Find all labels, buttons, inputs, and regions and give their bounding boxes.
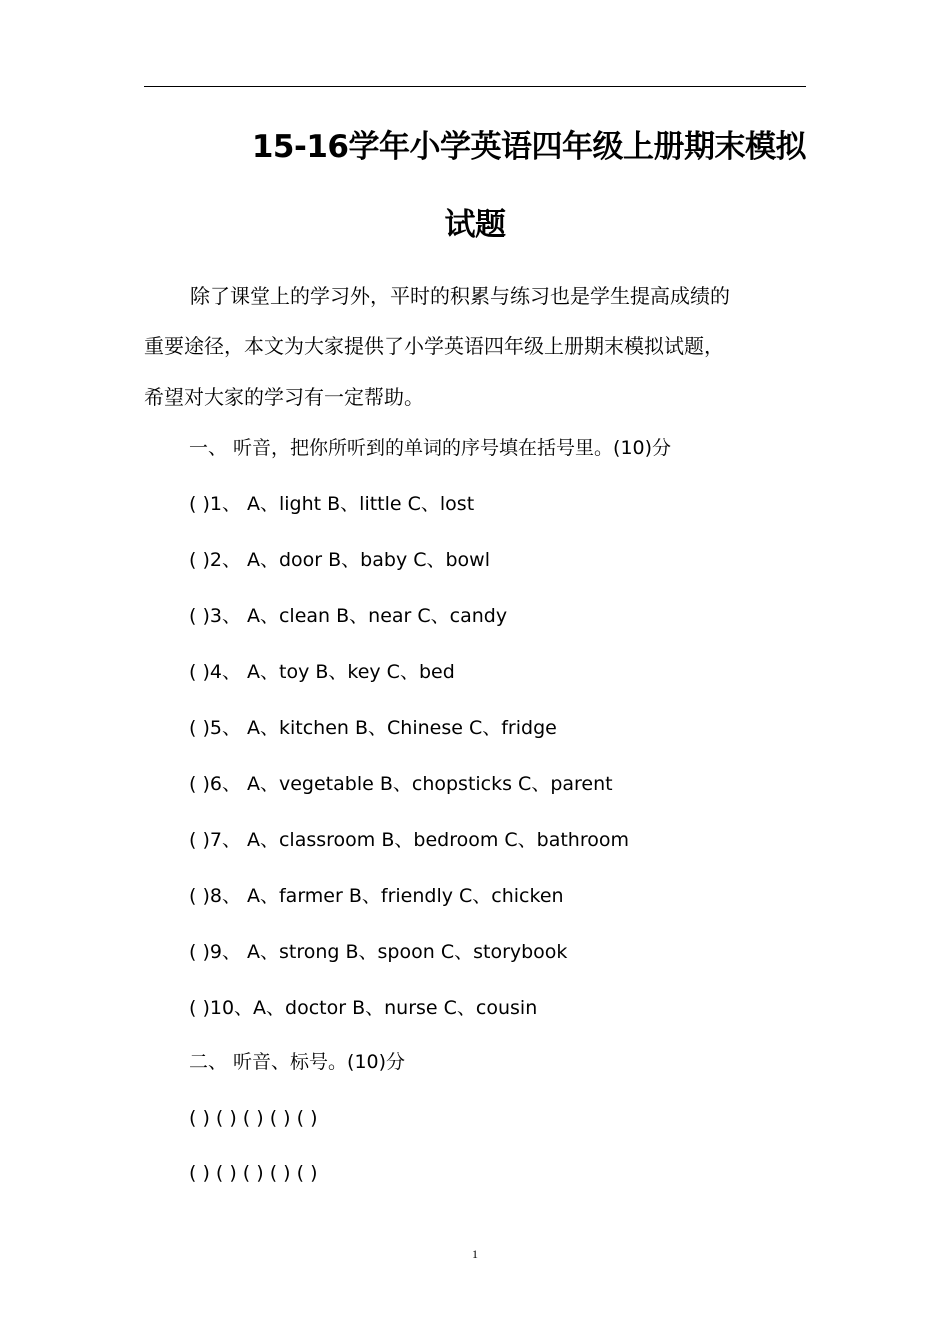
answer-brackets-row: ( ) ( ) ( ) ( ) ( ) — [189, 1107, 318, 1129]
intro-paragraph-line-2: 重要途径，本文为大家提供了小学英语四年级上册期末模拟试题， — [144, 334, 724, 358]
question-item: ( )7、 A、classroom B、bedroom C、bathroom — [189, 829, 629, 851]
question-item: ( )9、 A、strong B、spoon C、storybook — [189, 941, 568, 963]
question-item: ( )8、 A、farmer B、friendly C、chicken — [189, 885, 564, 907]
section-2-heading: 二、 听音、标号。(10)分 — [189, 1051, 406, 1073]
question-item: ( )5、 A、kitchen B、Chinese C、fridge — [189, 717, 557, 739]
header-rule — [144, 86, 806, 87]
question-item: ( )10、A、doctor B、nurse C、cousin — [189, 997, 538, 1019]
question-item: ( )4、 A、toy B、key C、bed — [189, 661, 455, 683]
page-number: 1 — [472, 1247, 478, 1261]
document-title-line-1: 15-16学年小学英语四年级上册期末模拟 — [251, 129, 806, 165]
document-title-line-2: 试题 — [444, 207, 506, 243]
intro-paragraph-line-1: 除了课堂上的学习外，平时的积累与练习也是学生提高成绩的 — [190, 284, 730, 308]
question-item: ( )3、 A、clean B、near C、candy — [189, 605, 508, 627]
question-item: ( )6、 A、vegetable B、chopsticks C、parent — [189, 773, 613, 795]
section-1-heading: 一、 听音，把你所听到的单词的序号填在括号里。(10)分 — [189, 437, 672, 459]
intro-paragraph-line-3: 希望对大家的学习有一定帮助。 — [144, 385, 424, 409]
question-item: ( )2、 A、door B、baby C、bowl — [189, 549, 491, 571]
answer-brackets-row: ( ) ( ) ( ) ( ) ( ) — [189, 1162, 318, 1184]
question-item: ( )1、 A、light B、little C、lost — [189, 493, 475, 515]
